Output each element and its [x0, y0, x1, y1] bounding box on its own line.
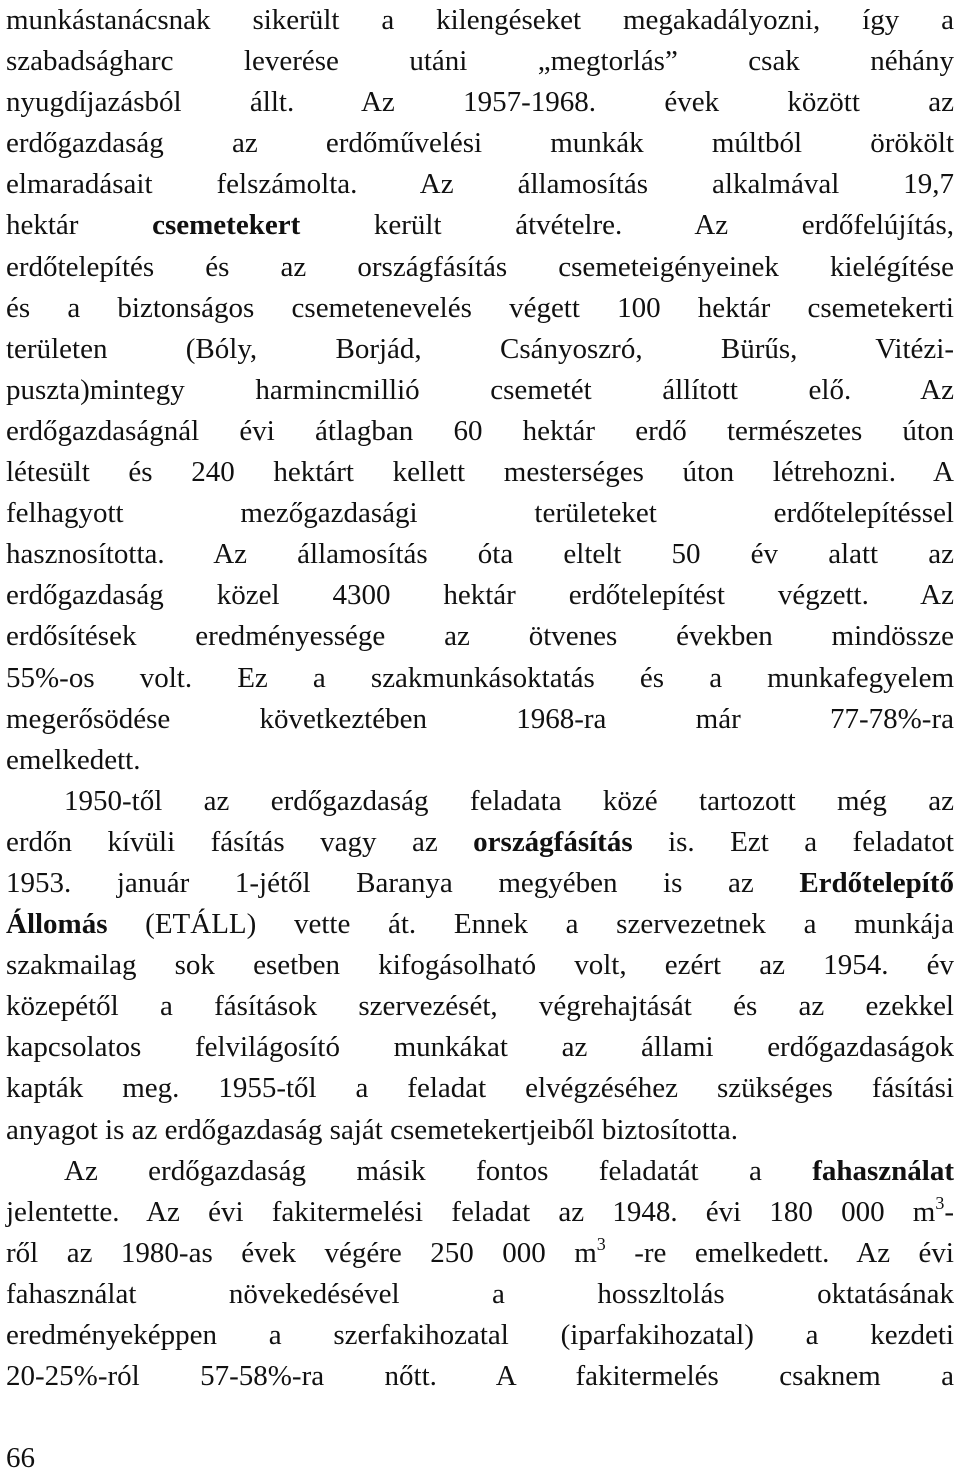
text-run: területen (Bóly, Borjád, Csányoszró, Bürűs, Vitézi-	[6, 332, 954, 365]
text-run: munkástanácsnak sikerült a kilengéseket megakadályozni, így a	[6, 4, 954, 36]
text-run: hektár	[6, 209, 153, 242]
bold-term: Erdőtelepítő	[799, 866, 954, 899]
text-run: erdőgazdaság az erdőművelési munkák múltból örökölt	[6, 127, 954, 160]
text-line	[6, 1110, 954, 1151]
text-line	[6, 1027, 954, 1068]
text-run: szabadságharc leverése utáni „megtorlás” csak néhány	[6, 45, 954, 78]
text-run: 20-25%-ról 57-58%-ra nőtt. A fakitermelés csaknem a	[6, 1360, 954, 1393]
text-run: erdőn kívüli fásítás vagy az	[6, 825, 474, 858]
superscript: 3	[596, 1233, 606, 1254]
text-run: -	[944, 1195, 954, 1228]
text-line	[6, 329, 954, 370]
text-line	[6, 1356, 954, 1397]
bold-term: országfásítás	[473, 825, 633, 858]
text-line	[6, 1151, 954, 1192]
text-run: szakmailag sok esetben kifogásolható volt, ezért az 1954. év	[6, 949, 954, 982]
text-run: elmaradásait felszámolta. Az államosítás alkalmával 19,7	[6, 168, 954, 201]
text-line	[6, 452, 954, 493]
text-line	[6, 1233, 954, 1274]
text-run: (ETÁLL) vette át. Ennek a szervezetnek a munkája	[107, 908, 954, 941]
text-line	[6, 822, 954, 863]
document-body-text	[6, 0, 954, 1397]
text-run: eredményeképpen a szerfakihozatal (iparfakihozatal) a kezdeti	[6, 1319, 954, 1351]
text-line	[6, 411, 954, 452]
text-line	[6, 1274, 954, 1315]
text-line	[6, 1068, 954, 1109]
text-run: kapcsolatos felvilágosító munkákat az állami erdőgazdaságok	[6, 1031, 954, 1064]
text-line	[6, 534, 954, 575]
text-line	[6, 986, 954, 1027]
text-line	[6, 493, 954, 534]
text-line	[6, 288, 954, 329]
text-line	[6, 164, 954, 205]
text-line	[6, 1192, 954, 1233]
text-run: anyagot is az erdőgazdaság saját csemetekertjeiből biztosította.	[6, 1113, 738, 1146]
text-run: kapták meg. 1955-től a feladat elvégzéséhez szükséges fásítási	[6, 1072, 954, 1105]
text-run: erdőtelepítés és az országfásítás csemeteigényeinek kielégítése	[6, 250, 954, 283]
text-line	[6, 863, 954, 904]
document-page	[6, 0, 954, 1397]
text-run: nyugdíjazásból állt. Az 1957-1968. évek között az	[6, 86, 954, 119]
text-run: és a biztonságos csemetenevelés végett 100 hektár csemetekerti	[6, 291, 954, 324]
text-run: fahasználat növekedésével a hosszltolás oktatásának	[6, 1277, 954, 1310]
text-run: 1953. január 1-jétől Baranya megyében is az	[6, 866, 800, 899]
bold-term: csemetekert	[152, 209, 301, 242]
text-line	[6, 1315, 954, 1356]
bold-term: fahasználat	[812, 1154, 954, 1187]
text-run: Az erdőgazdaság másik fontos feladatát a	[64, 1154, 813, 1187]
text-line	[6, 781, 954, 822]
text-run: közepétől a fásítások szervezését, végrehajtását és az ezekkel	[6, 990, 954, 1023]
text-run: jelentette. Az évi fakitermelési feladat az 1948. évi 180 000 m	[6, 1195, 936, 1228]
text-line	[6, 123, 954, 164]
text-run: hasznosította. Az államosítás óta eltelt 50 év alatt az	[6, 538, 954, 571]
bold-term: Állomás	[6, 908, 108, 941]
page-number: 66	[6, 1442, 35, 1474]
text-run: létesült és 240 hektárt kellett mesterséges úton létrehozni. A	[6, 456, 954, 489]
text-line	[6, 616, 954, 657]
text-run: -re emelkedett. Az évi	[605, 1236, 954, 1269]
text-line	[6, 247, 954, 288]
text-line	[6, 575, 954, 616]
text-line	[6, 370, 954, 411]
text-run: erdősítések eredményessége az ötvenes években mindössze	[6, 620, 954, 653]
text-run: felhagyott mezőgazdasági területeket erdőtelepítéssel	[6, 497, 954, 530]
text-line	[6, 740, 954, 781]
text-line	[6, 699, 954, 740]
text-run: ről az 1980-as évek végére 250 000 m	[6, 1236, 597, 1269]
text-run: 1950-től az erdőgazdaság feladata közé tartozott még az	[64, 784, 954, 817]
text-line	[6, 904, 954, 945]
text-run: megerősödése következtében 1968-ra már 77-78%-ra	[6, 702, 954, 735]
text-line	[6, 205, 954, 246]
text-line	[6, 82, 954, 123]
text-run: emelkedett.	[6, 743, 141, 776]
text-run: került átvételre. Az erdőfelújítás,	[300, 209, 954, 242]
text-run: erdőgazdaságnál évi átlagban 60 hektár erdő természetes úton	[6, 414, 954, 447]
text-line	[6, 658, 954, 699]
text-line	[6, 945, 954, 986]
text-line	[6, 41, 954, 82]
text-run: puszta)mintegy harmincmillió csemetét állított elő. Az	[6, 373, 954, 406]
text-line	[6, 0, 954, 41]
text-run: is. Ezt a feladatot	[632, 825, 954, 858]
superscript: 3	[935, 1192, 945, 1213]
text-run: erdőgazdaság közel 4300 hektár erdőtelepítést végzett. Az	[6, 579, 954, 612]
text-run: 55%-os volt. Ez a szakmunkásoktatás és a munkafegyelem	[6, 661, 954, 694]
